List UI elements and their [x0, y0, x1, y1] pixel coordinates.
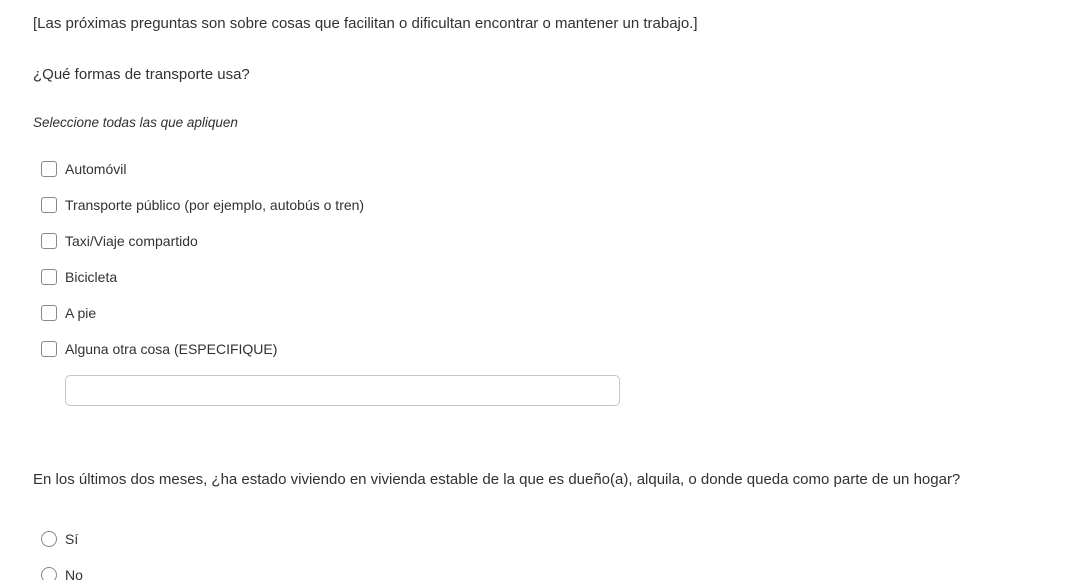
- transport-options-group: [33, 159, 1043, 406]
- checkbox-alguna-otra-cosa[interactable]: [41, 341, 57, 357]
- transport-question-title: ¿Qué formas de transporte usa?: [33, 66, 250, 83]
- select-all-instruction: Seleccione todas las que apliquen: [33, 115, 238, 130]
- radio-no[interactable]: [41, 567, 57, 580]
- checkbox-option-bicicleta[interactable]: [33, 267, 1043, 287]
- checkbox-label-transporte-publico: Transporte público (por ejemplo, autobús o tren): [65, 197, 365, 213]
- radio-label-si: Sí: [65, 531, 79, 547]
- checkbox-label-taxi-viaje-compartido: Taxi/Viaje compartido: [65, 233, 198, 249]
- checkbox-automovil[interactable]: [41, 161, 57, 177]
- checkbox-label-a-pie: A pie: [65, 305, 97, 321]
- radio-si[interactable]: [41, 531, 57, 547]
- checkbox-option-a-pie[interactable]: [33, 303, 1043, 323]
- checkbox-option-taxi-viaje-compartido[interactable]: [33, 231, 1043, 251]
- radio-option-si[interactable]: [33, 529, 1043, 549]
- checkbox-taxi-viaje-compartido[interactable]: [41, 233, 57, 249]
- checkbox-label-automovil: Automóvil: [65, 161, 127, 177]
- housing-options-group: [33, 529, 1043, 580]
- other-specify-input[interactable]: [65, 375, 620, 406]
- checkbox-label-alguna-otra-cosa: Alguna otra cosa (ESPECIFIQUE): [65, 341, 278, 357]
- checkbox-a-pie[interactable]: [41, 305, 57, 321]
- checkbox-bicicleta[interactable]: [41, 269, 57, 285]
- survey-intro-text: [Las próximas preguntas son sobre cosas que facilitan o dificultan encontrar o mantener un trabajo.]: [33, 15, 698, 32]
- checkbox-option-transporte-publico[interactable]: [33, 195, 1043, 215]
- radio-label-no: No: [65, 567, 83, 580]
- checkbox-label-bicicleta: Bicicleta: [65, 269, 118, 285]
- radio-option-no[interactable]: [33, 565, 1043, 580]
- housing-question-title: En los últimos dos meses, ¿ha estado viviendo en vivienda estable de la que es dueño(a), alquila, o donde queda como parte de un hogar?: [33, 471, 961, 488]
- checkbox-option-automovil[interactable]: [33, 159, 1043, 179]
- checkbox-transporte-publico[interactable]: [41, 197, 57, 213]
- checkbox-option-alguna-otra-cosa[interactable]: [33, 339, 1043, 359]
